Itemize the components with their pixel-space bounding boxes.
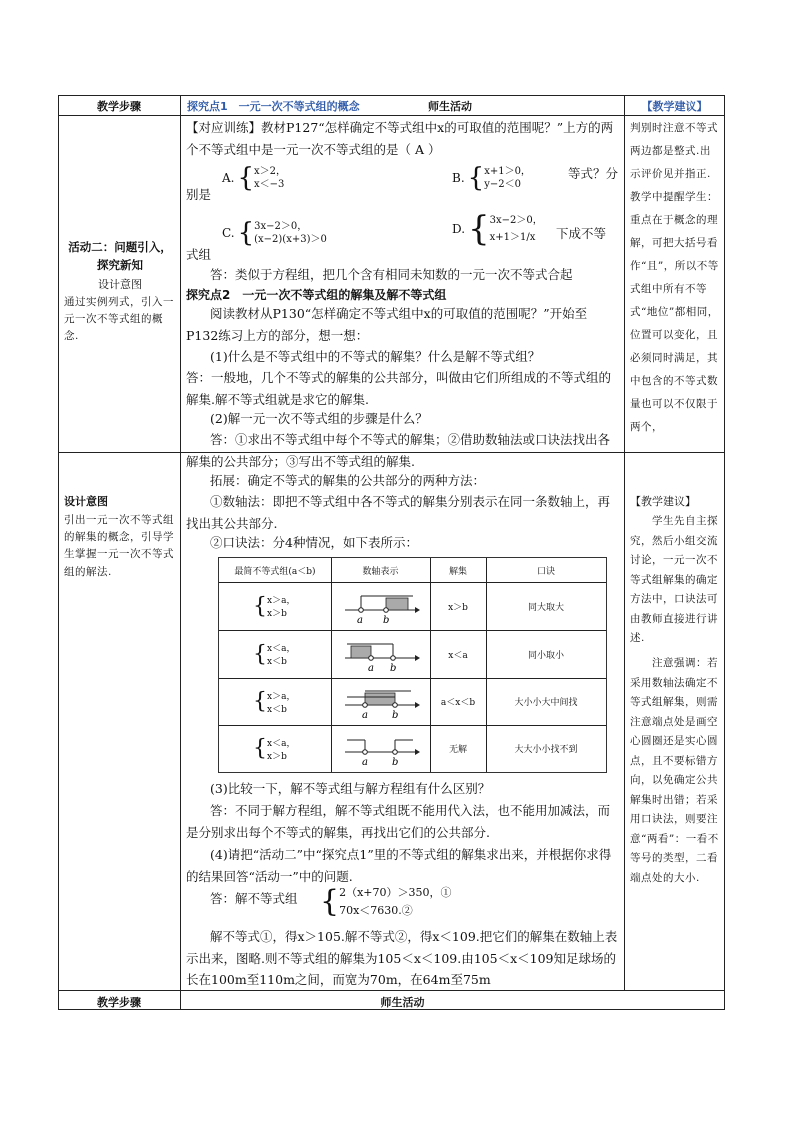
table-row-solution: 无解: [448, 745, 467, 755]
table-row-system: { x＞a， x＜b: [253, 689, 296, 715]
solution-table: [218, 557, 607, 773]
th-system: 最简不等式组(a＜b): [234, 566, 316, 577]
header-suggestion: 【教学建议】: [641, 100, 708, 113]
question-q1: (1)什么是不等式组中的不等式的解集？什么是解不等式组？: [210, 349, 541, 364]
answer-q4-system: { 2（x+70）＞350，① 70x＜7630.②: [320, 884, 452, 919]
svg-text:a: a: [362, 757, 368, 768]
option-prefix: 别是: [186, 187, 212, 202]
svg-text:a: a: [357, 615, 363, 626]
svg-text:b: b: [390, 663, 397, 674]
option-b: B. { x+1＞0， y−2＜0: [452, 163, 531, 193]
activity-title: 活动二：问题引入，探究新知: [68, 240, 172, 272]
method-1: ①数轴法：即把不等式组中各不等式的解集分别表示在同一条数轴上，再找出其公共部分.: [186, 494, 611, 531]
answer-q1: 答：一般地，几个不等式的解集的公共部分，叫做由它们所组成的不等式组的解集.解不等式组就是求它的解集.: [186, 370, 612, 407]
table-row-solution: a＜x＜b: [440, 698, 476, 708]
svg-text:b: b: [383, 615, 390, 626]
number-line-3: [341, 683, 421, 721]
table-row-rule: 同小取小: [527, 650, 564, 661]
question-q3: (3)比较一下，解不等式组与解方程组有什么区别？: [210, 781, 491, 796]
read-instruction: 阅读教材从P130“怎样确定不等式组中x的可取值的范围呢？”开始至P132练习上方的部分，想一想：: [186, 306, 588, 343]
suggestion-title-2: 【教学建议】: [630, 495, 696, 508]
answer-q2: 答：①求出不等式组中每个不等式的解集；②借助数轴法或口诀法找出各解集的公共部分；③写出不等式组的解集.: [186, 432, 611, 469]
table-row-rule: 同大取大: [527, 602, 564, 613]
footer-activity: 师生活动: [380, 996, 425, 1009]
col-divider-left: [180, 95, 181, 1010]
option-c: C. { 3x−2＞0， (x−2)(x+3)＞0: [222, 218, 327, 248]
design2-text: 引出一元一次不等式组的解集的概念，引导学生掌握一元一次不等式组的解法.: [64, 514, 174, 578]
svg-text:a: a: [368, 663, 374, 674]
table-row-solution: x＜a: [448, 650, 468, 661]
table-row-system: { x＜a， x＞b: [253, 736, 296, 762]
header-step: 教学步骤: [97, 100, 141, 113]
topic-2: 探究点2 一元一次不等式组的解集及解不等式组: [186, 288, 447, 302]
table-row-rule: 大小小大中间找: [514, 698, 578, 708]
th-rule: 口诀: [536, 566, 555, 577]
design-title: 设计意图: [98, 278, 142, 291]
answer-1: 答：类似于方程组，把几个含有相同未知数的一元一次不等式合起: [210, 267, 573, 282]
svg-text:b: b: [392, 710, 399, 721]
suggestion-text-2: 学生先自主探究，然后小组交流讨论，一元一次不等式组解集的确定方法中，口诀法可由教师直接进行讲述.: [630, 515, 718, 644]
suggestion-text-3: 注意强调：若采用数轴法确定不等式组解集，则需注意端点处是画空心圆圈还是实心圆点，且不要标错方向，以免确定公共解集时出错；若采用口诀法，则要注意“两看”：一看不等号的类型，二看端点处的大小.: [630, 657, 719, 884]
method-2: ②口诀法：分4种情况，如下表所示：: [210, 535, 418, 550]
number-line-2: [341, 636, 421, 674]
table-row-rule: 大大小小找不到: [514, 745, 578, 755]
header-topic: 探究点1 一元一次不等式组的概念: [187, 100, 360, 113]
fragment-right-2: 下成不等: [556, 226, 607, 241]
option-a: A. { x＞2， x＜−3: [222, 163, 287, 193]
table-row-solution: x＞b: [448, 602, 468, 613]
question-q2: (2)解一元一次不等式组的步骤是什么？: [210, 411, 428, 426]
th-solution: 解集: [448, 566, 467, 577]
header-activity: 师生活动: [428, 100, 472, 113]
number-line-4: [341, 730, 421, 768]
svg-text:b: b: [392, 757, 399, 768]
suggestion-text-1: 判别时注意不等式两边都是整式.出示评价见并指正.教学中提醒学生：重点在于概念的理解，可把大括号看作“且”，所以不等式组中所有不等式“地位”都相同，位置可以变化，且必须同时满足，其中包含的不等式数量也可以不仅限于两个，: [630, 122, 719, 433]
table-row-system: { x＜a， x＜b: [253, 641, 296, 667]
design2-title: 设计意图: [64, 495, 108, 508]
svg-text:a: a: [362, 710, 368, 721]
question-q4: (4)请把“活动二”中“探究点1”里的不等式组的解集求出来，并根据你求得的结果回答“活动一”中的问题.: [186, 847, 612, 884]
answer-q4-text: 解不等式①，得x＞105.解不等式②，得x＜109.把它们的解集在数轴上表示出来，图略.则不等式组的解集为105＜x＜109.由105＜x＜109知足球场的长在100m至110m之间，而宽为70m，在64m至75m: [186, 929, 618, 987]
answer-q4-prefix: 答：解不等式组: [210, 891, 298, 906]
question-1: 【对应训练】教材P127“怎样确定不等式组中x的可取值的范围呢？”上方的两个不等式组中是一元一次不等式组的是（ A ）: [186, 120, 614, 157]
fragment-left-2: 式组: [186, 247, 212, 262]
fragment-right-1: 等式？分: [568, 166, 619, 181]
col-divider-right: [624, 95, 625, 990]
option-d: D. { 3x−2＞0， x+1＞1/x: [452, 209, 543, 249]
table-row-system: { x＞a， x＞b: [253, 593, 296, 619]
th-axis: 数轴表示: [362, 566, 399, 577]
extension: 拓展：确定不等式的解集的公共部分的两种方法：: [210, 473, 486, 488]
footer-step: 教学步骤: [97, 996, 141, 1009]
number-line-1: [341, 588, 421, 626]
answer-q3: 答：不同于解方程组，解不等式组既不能用代入法，也不能用加减法，而是分别求出每个不等式的解集，再找出它们的公共部分.: [186, 803, 611, 840]
design-text: 通过实例列式，引入一元一次不等式组的概念.: [64, 296, 174, 343]
